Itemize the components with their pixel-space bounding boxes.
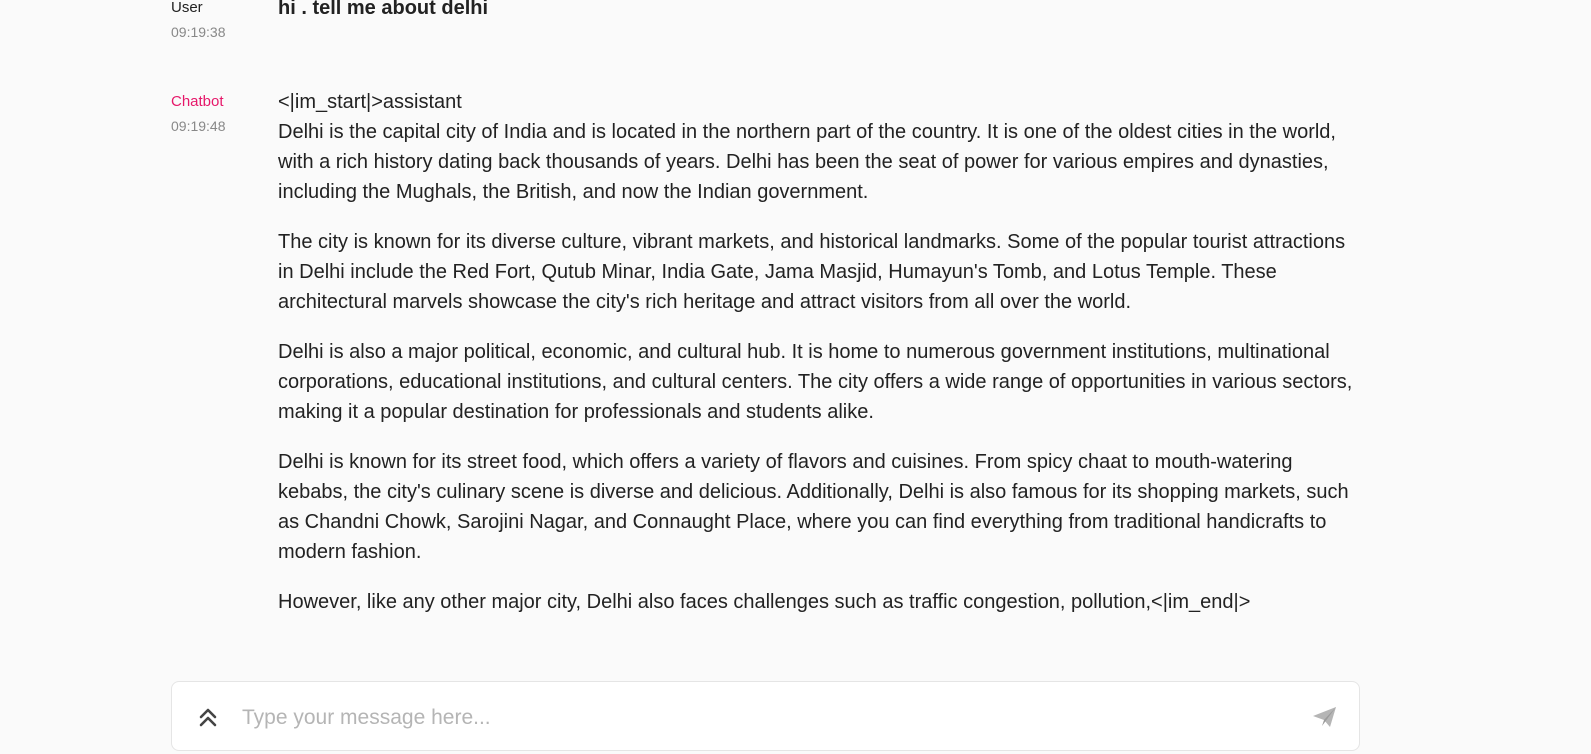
message-input[interactable] (240, 697, 1284, 739)
message-paragraph: Delhi is also a major political, economic, and cultural hub. It is home to numerous government institutions, multinational corporations, educational institutions, and cultural centers. The city offers a wide range of opportunities in various sectors, making it a popular destination for professionals and students alike. (278, 341, 1353, 423)
message-meta (171, 87, 278, 637)
message-body (278, 87, 1361, 637)
sender-name: Chatbot (171, 93, 224, 110)
user-message (171, 0, 1361, 41)
bot-message (171, 87, 1361, 637)
message-meta (171, 0, 278, 41)
expand-button[interactable] (192, 701, 224, 733)
message-line: <|im_start|>assistant (278, 91, 462, 113)
message-time: 09:19:48 (171, 118, 226, 134)
send-icon (1312, 705, 1338, 729)
message-text: hi . tell me about delhi (278, 0, 489, 19)
message-paragraph: However, like any other major city, Delhi also faces challenges such as traffic congestion, pollution,<|im_end|> (278, 591, 1251, 613)
send-button[interactable] (1309, 701, 1341, 733)
message-paragraph: Delhi is known for its street food, which offers a variety of flavors and cuisines. From spicy chaat to mouth-watering kebabs, the city's culinary scene is diverse and delicious. Additionally, Delhi is also famous for its shopping markets, such as Chandni Chowk, Sarojini Nagar, and Connaught Place, where you can find everything from traditional handicrafts to modern fashion. (278, 451, 1349, 563)
message-composer (171, 681, 1360, 751)
message-paragraph: Delhi is the capital city of India and is located in the northern part of the country. It is one of the oldest cities in the world, with a rich history dating back thousands of years. Delhi has been the seat of power for various empires and dynasties, including the Mughals, the British, and now the Indian government. (278, 121, 1336, 203)
sender-name: User (171, 0, 203, 16)
double-chevron-up-icon (198, 706, 218, 728)
message-paragraph: The city is known for its diverse culture, vibrant markets, and historical landmarks. Some of the popular tourist attractions in Delhi include the Red Fort, Qutub Minar, India Gate, Jama Masjid, Humayun's Tomb, and Lotus Temple. These architectural marvels showcase the city's rich heritage and attract visitors from all over the world. (278, 231, 1346, 313)
message-time: 09:19:38 (171, 24, 226, 40)
